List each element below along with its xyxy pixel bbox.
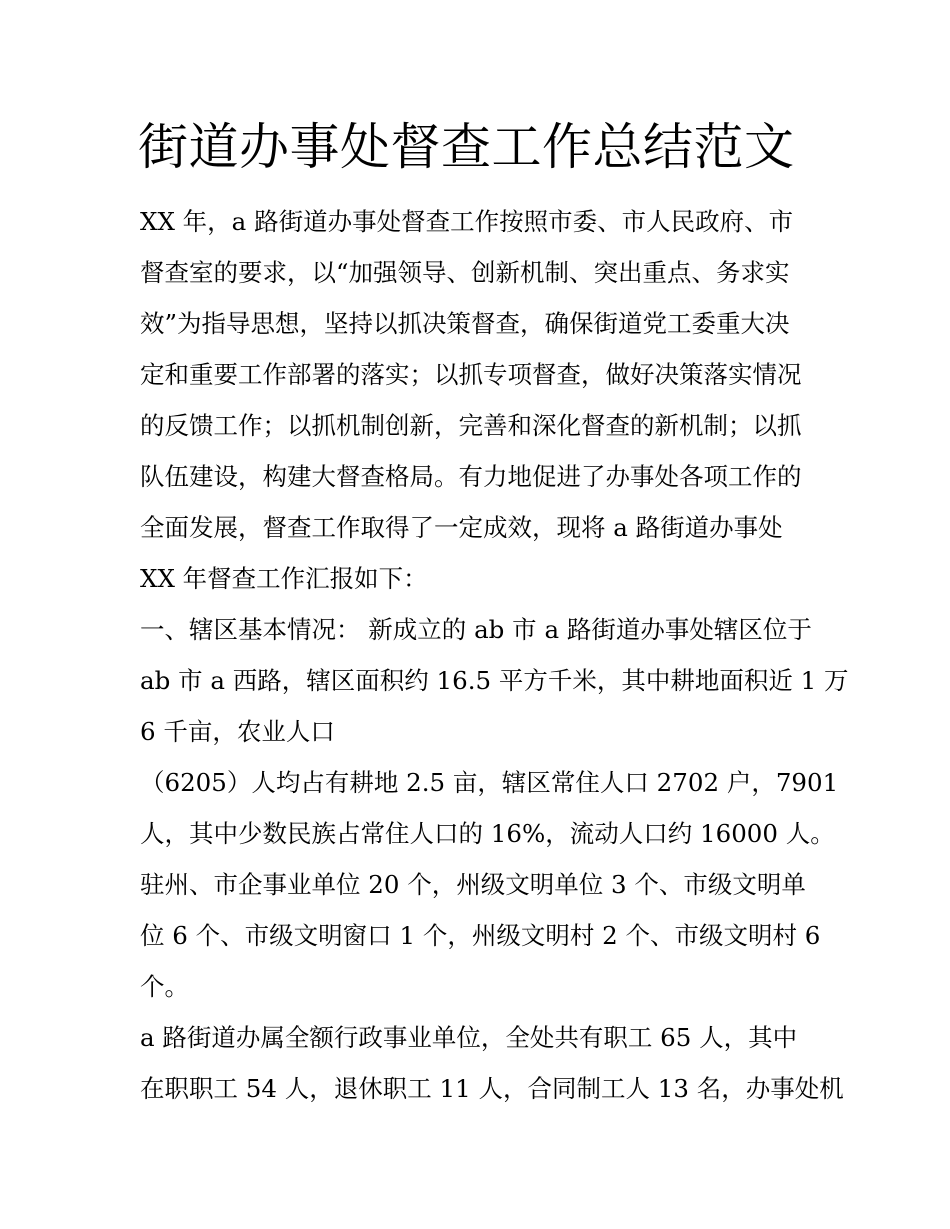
body-line-5: 的反馈工作；以抓机制创新，完善和深化督查的新机制；以抓: [140, 411, 802, 440]
body-line-4: 定和重要工作部署的落实；以抓专项督查，做好决策落实情况: [140, 360, 802, 389]
body-line-7: 全面发展，督查工作取得了一定成效，现将 a 路街道办事处: [140, 513, 783, 542]
body-line-2: 督查室的要求，以“加强领导、创新机制、突出重点、务求实: [140, 258, 790, 287]
body-line-12: （6205）人均占有耕地 2.5 亩，辖区常住人口 2702 户，7901: [140, 768, 839, 797]
body-line-9: 一、辖区基本情况： 新成立的 ab 市 a 路街道办事处辖区位于: [140, 615, 812, 644]
body-line-15: 位 6 个、市级文明窗口 1 个，州级文明村 2 个、市级文明村 6: [140, 921, 821, 950]
body-line-13: 人，其中少数民族占常住人口的 16%，流动人口约 16000 人。: [140, 819, 835, 848]
body-line-16: 个。: [140, 972, 189, 1001]
body-line-6: 队伍建设，构建大督查格局。有力地促进了办事处各项工作的: [140, 462, 802, 491]
body-line-17: a 路街道办属全额行政事业单位，全处共有职工 65 人，其中: [140, 1023, 798, 1052]
body-line-3: 效”为指导思想，坚持以抓决策督查，确保街道党工委重大决: [140, 309, 790, 338]
body-line-10: ab 市 a 西路，辖区面积约 16.5 平方千米，其中耕地面积近 1 万: [140, 666, 849, 695]
body-line-8: XX 年督查工作汇报如下：: [140, 564, 428, 593]
body-line-18: 在职职工 54 人，退休职工 11 人，合同制工人 13 名，办事处机: [140, 1074, 844, 1103]
document-title: 街道办事处督查工作总结范文: [138, 118, 795, 176]
body-line-1: XX 年，a 路街道办事处督查工作按照市委、市人民政府、市: [140, 207, 794, 236]
body-line-11: 6 千亩，农业人口: [140, 717, 335, 746]
body-line-14: 驻州、市企事业单位 20 个，州级文明单位 3 个、市级文明单: [140, 870, 806, 899]
